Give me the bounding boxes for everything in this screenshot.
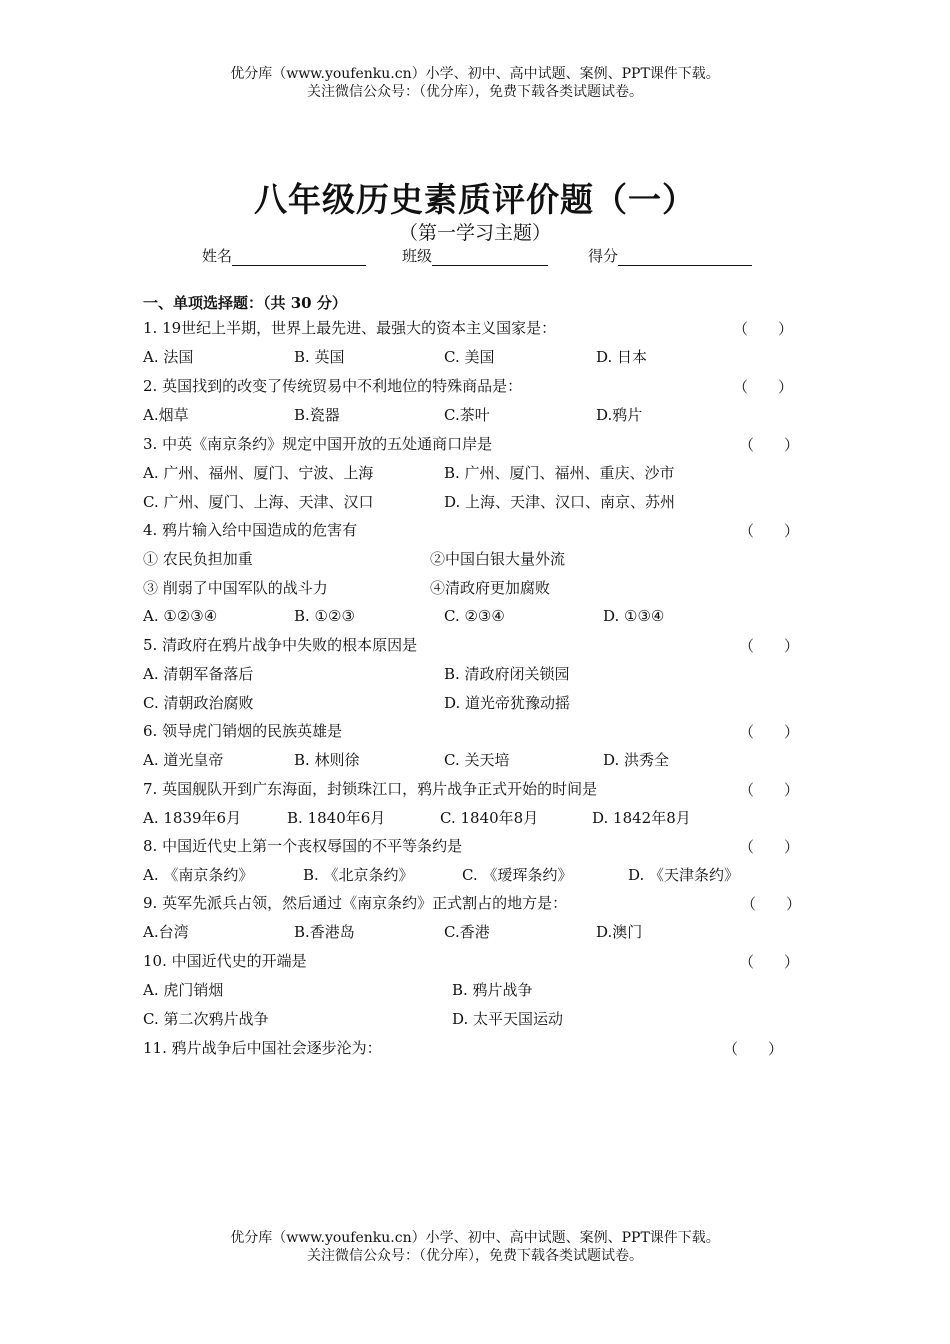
option-b: B. 英国 xyxy=(294,348,345,366)
statement-item: ③ 削弱了中国军队的战斗力 xyxy=(143,579,328,597)
option-c: C.香港 xyxy=(444,923,490,941)
option-d: D. 太平天国运动 xyxy=(452,1010,564,1028)
question-stem: 8. 中国近代史上第一个丧权辱国的不平等条约是 xyxy=(143,837,463,855)
answer-blank[interactable]: （ ） xyxy=(739,436,800,454)
option-c: C. 广州、厦门、上海、天津、汉口 xyxy=(143,493,374,511)
option-a: A. 《南京条约》 xyxy=(143,866,254,884)
class-blank[interactable] xyxy=(432,249,548,266)
footer-line-1: 优分库（www.youfenku.cn）小学、初中、高中试题、案例、PPT课件下载。 xyxy=(230,1230,720,1246)
option-b: B. 林则徐 xyxy=(294,751,360,769)
option-b: B. ①②③ xyxy=(294,607,355,625)
score-blank[interactable] xyxy=(618,249,752,266)
answer-blank[interactable]: （ ） xyxy=(733,320,794,338)
option-a: A. 道光皇帝 xyxy=(143,751,224,769)
question-stem: 7. 英国舰队开到广东海面，封锁珠江口，鸦片战争正式开始的时间是 xyxy=(143,780,598,798)
page-title: 八年级历史素质评价题（一） xyxy=(254,180,696,219)
question-stem: 5. 清政府在鸦片战争中失败的根本原因是 xyxy=(143,636,418,654)
answer-blank[interactable]: （ ） xyxy=(741,895,802,913)
answer-blank[interactable]: （ ） xyxy=(739,637,800,655)
header-line-1: 优分库（www.youfenku.cn）小学、初中、高中试题、案例、PPT课件下载。 xyxy=(230,66,720,82)
option-c: C. 清朝政治腐败 xyxy=(143,694,254,712)
option-a: A.台湾 xyxy=(143,923,189,941)
option-c: C. 美国 xyxy=(444,348,495,366)
answer-blank[interactable]: （ ） xyxy=(739,781,800,799)
option-d: D. 道光帝犹豫动摇 xyxy=(444,694,571,712)
answer-blank[interactable]: （ ） xyxy=(739,723,800,741)
answer-blank[interactable]: （ ） xyxy=(723,1040,784,1058)
name-blank[interactable] xyxy=(232,249,366,266)
option-d: D. 1842年8月 xyxy=(592,809,691,827)
answer-blank[interactable]: （ ） xyxy=(733,378,794,396)
option-d: D.澳门 xyxy=(596,923,643,941)
option-d: D.鸦片 xyxy=(596,406,643,424)
option-a: A. 1839年6月 xyxy=(143,809,242,827)
option-a: A. 清朝军备落后 xyxy=(143,665,254,683)
statement-item: ②中国白银大量外流 xyxy=(430,550,566,568)
option-b: B. 《北京条约》 xyxy=(303,866,414,884)
footer-line-2: 关注微信公众号：（优分库），免费下载各类试题试卷。 xyxy=(307,1248,643,1264)
question-stem: 9. 英军先派兵占领，然后通过《南京条约》正式割占的地方是： xyxy=(143,894,568,912)
option-b: B. 鸦片战争 xyxy=(452,981,533,999)
option-a: A. ①②③④ xyxy=(143,607,218,625)
question-stem: 3. 中英《南京条约》规定中国开放的五处通商口岸是 xyxy=(143,435,493,453)
statement-item: ① 农民负担加重 xyxy=(143,550,253,568)
option-c: C. 《瑷珲条约》 xyxy=(462,866,573,884)
option-d: D. 洪秀全 xyxy=(603,751,670,769)
option-d: D. 上海、天津、汉口、南京、苏州 xyxy=(444,493,676,511)
class-label: 班级 xyxy=(402,247,433,265)
class-field[interactable] xyxy=(402,246,548,266)
option-a: A. 广州、福州、厦门、宁波、上海 xyxy=(143,464,374,482)
question-stem: 10. 中国近代史的开端是 xyxy=(143,952,307,970)
option-c: C.茶叶 xyxy=(444,406,490,424)
option-b: B.香港岛 xyxy=(294,923,355,941)
option-c: C. 第二次鸦片战争 xyxy=(143,1010,269,1028)
score-label: 得分 xyxy=(588,247,619,265)
option-c: C. 1840年8月 xyxy=(440,809,539,827)
answer-blank[interactable]: （ ） xyxy=(739,953,800,971)
page-subtitle: （第一学习主题） xyxy=(398,222,551,244)
question-stem: 1. 19世纪上半期，世界上最先进、最强大的资本主义国家是： xyxy=(143,319,557,337)
section-heading: 一、单项选择题：（共 30 分） xyxy=(143,294,347,312)
statement-item: ④清政府更加腐败 xyxy=(430,579,551,597)
name-label: 姓名 xyxy=(202,247,233,265)
option-d: D. 《天津条约》 xyxy=(628,866,740,884)
answer-blank[interactable]: （ ） xyxy=(739,838,800,856)
score-field[interactable] xyxy=(588,246,752,266)
option-b: B.瓷器 xyxy=(294,406,340,424)
option-b: B. 清政府闭关锁园 xyxy=(444,665,570,683)
option-d: D. 日本 xyxy=(596,348,648,366)
option-a: A.烟草 xyxy=(143,406,189,424)
header-line-2: 关注微信公众号：（优分库），免费下载各类试题试卷。 xyxy=(307,84,643,100)
question-stem: 11. 鸦片战争后中国社会逐步沦为： xyxy=(143,1039,382,1057)
question-stem: 6. 领导虎门销烟的民族英雄是 xyxy=(143,722,343,740)
option-c: C. ②③④ xyxy=(444,607,505,625)
option-a: A. 法国 xyxy=(143,348,194,366)
option-b: B. 1840年6月 xyxy=(287,809,386,827)
question-stem: 2. 英国找到的改变了传统贸易中不利地位的特殊商品是： xyxy=(143,377,523,395)
option-c: C. 关天培 xyxy=(444,751,510,769)
option-d: D. ①③④ xyxy=(603,607,665,625)
option-a: A. 虎门销烟 xyxy=(143,981,224,999)
option-b: B. 广州、厦门、福州、重庆、沙市 xyxy=(444,464,675,482)
name-field[interactable] xyxy=(202,246,366,266)
question-stem: 4. 鸦片输入给中国造成的危害有 xyxy=(143,521,358,539)
answer-blank[interactable]: （ ） xyxy=(739,522,800,540)
